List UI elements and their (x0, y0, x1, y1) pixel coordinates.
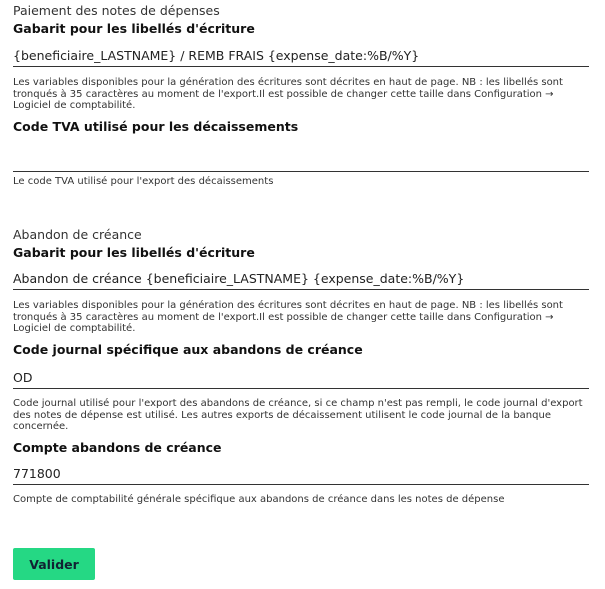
submit-button[interactable]: Valider (13, 548, 95, 580)
expense-template-help: Les variables disponibles pour la génération des écritures sont décrites en haut de page. NB : les libellés sont tronqués à 35 caractères au moment de l'export.Il est possible de changer cette taille dans Configuration → Logiciel de comptabilité. (13, 77, 563, 111)
waiver-journal-label: Code journal spécifique aux abandons de créance (13, 342, 363, 357)
waiver-template-input[interactable] (13, 268, 589, 290)
expense-template-label: Gabarit pour les libellés d'écriture (13, 21, 255, 36)
waiver-journal-input[interactable] (13, 367, 589, 389)
vat-code-input[interactable] (13, 150, 589, 172)
waiver-account-help: Compte de comptabilité générale spécifique aux abandons de créance dans les notes de dépense (13, 494, 505, 505)
expense-payment-section-title: Paiement des notes de dépenses (13, 3, 220, 18)
vat-code-help: Le code TVA utilisé pour l'export des décaissements (13, 176, 274, 187)
waiver-template-label: Gabarit pour les libellés d'écriture (13, 245, 255, 260)
debt-waiver-section-title: Abandon de créance (13, 227, 142, 242)
waiver-journal-help: Code journal utilisé pour l'export des abandons de créance, si ce champ n'est pas rempli, le code journal d'export des notes de dépense est utilisé. Les autres exports de décaissement utilisent le code journal de la banque concernée. (13, 398, 583, 432)
waiver-account-label: Compte abandons de créance (13, 440, 222, 455)
vat-code-label: Code TVA utilisé pour les décaissements (13, 119, 299, 134)
waiver-account-input[interactable] (13, 463, 589, 485)
expense-template-input[interactable] (13, 45, 589, 67)
waiver-template-help: Les variables disponibles pour la génération des écritures sont décrites en haut de page. NB : les libellés sont tronqués à 35 caractères au moment de l'export.Il est possible de changer cette taille dans Configuration → Logiciel de comptabilité. (13, 300, 563, 334)
